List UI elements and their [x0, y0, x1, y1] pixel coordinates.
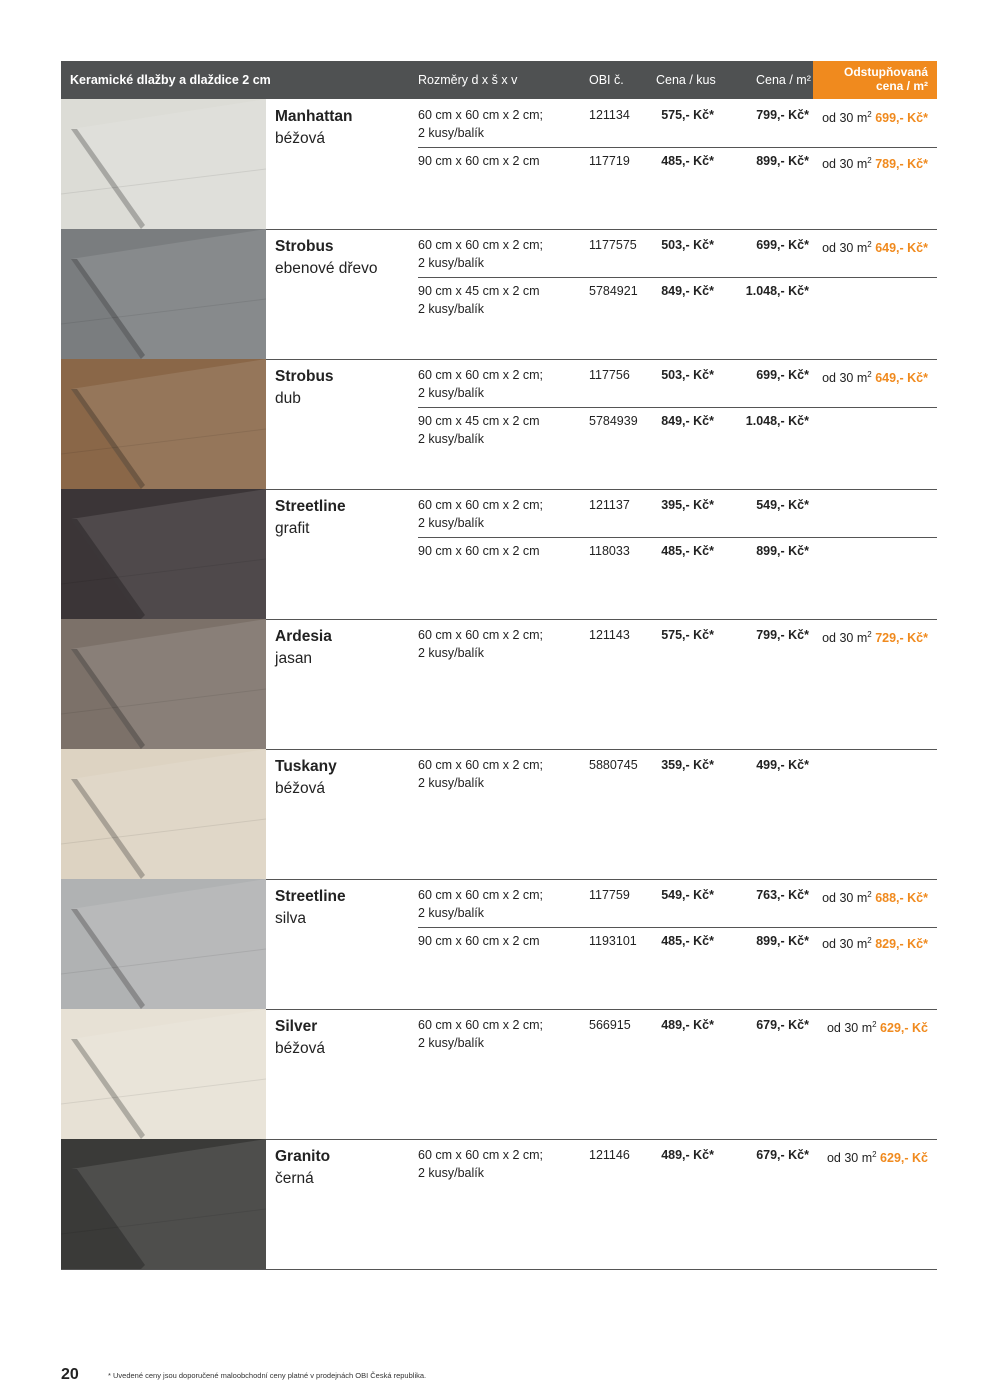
dims-size: 60 cm x 60 cm x 2 cm; [418, 628, 544, 642]
staggered-prefix: od 30 $m^2$ [822, 890, 872, 906]
obi-number: 121146 [589, 1148, 630, 1162]
staggered-price [822, 886, 928, 907]
staggered-value: 649,- Kč* [875, 241, 928, 256]
variant-row [418, 1016, 937, 1062]
product-title: Manhattan [275, 108, 353, 125]
variant-row [418, 626, 937, 672]
staggered-price [822, 626, 928, 647]
dims-size: 60 cm x 60 cm x 2 cm; [418, 888, 544, 902]
tile-image [61, 879, 266, 1009]
obi-number: 121134 [589, 108, 630, 122]
price-per-m2: 763,- Kč* [756, 888, 809, 902]
dims-pack: 2 kusy/balík [418, 1036, 485, 1050]
price-per-piece: 489,- Kč* [661, 1018, 714, 1032]
price-per-piece: 359,- Kč* [661, 758, 714, 772]
price-per-piece: 549,- Kč* [661, 888, 714, 902]
dims-pack: 2 kusy/balík [418, 646, 485, 660]
variant-row [418, 277, 937, 324]
tile-image [61, 359, 266, 489]
price-per-m2: 1.048,- Kč* [745, 284, 809, 298]
product-name [275, 886, 346, 930]
product-color: grafit [275, 520, 310, 537]
price-per-m2: 549,- Kč* [756, 498, 809, 512]
price-per-m2: 899,- Kč* [756, 544, 809, 558]
product-row [61, 359, 937, 490]
variant-row [418, 886, 937, 932]
variant-row [418, 537, 937, 584]
staggered-prefix: od 30 $m^2$ [822, 240, 872, 256]
product-row [61, 99, 937, 230]
dims-pack: 2 kusy/balík [418, 386, 485, 400]
dims-pack: 2 kusy/balík [418, 432, 485, 446]
price-per-piece: 849,- Kč* [661, 414, 714, 428]
section-title: Keramické dlažby a dlaždice 2 cm [70, 73, 271, 87]
staggered-prefix: od 30 $m^2$ [822, 156, 872, 172]
dims-size: 90 cm x 60 cm x 2 cm [418, 544, 540, 558]
obi-number: 1177575 [589, 238, 637, 252]
price-per-piece: 503,- Kč* [661, 368, 714, 382]
footnote: * Uvedené ceny jsou doporučené maloobchodní ceny platné v prodejnách OBI Česká republika. [108, 1371, 427, 1380]
staggered-value: 629,- Kč [880, 1021, 928, 1036]
product-color: béžová [275, 1040, 325, 1057]
price-per-m2: 679,- Kč* [756, 1018, 809, 1032]
col-header-staggered-price [813, 61, 937, 99]
dims-size: 90 cm x 45 cm x 2 cm [418, 414, 540, 428]
price-per-piece: 503,- Kč* [661, 238, 714, 252]
product-title: Streetline [275, 498, 346, 515]
variant-dimensions [418, 236, 543, 272]
dims-pack: 2 kusy/balík [418, 302, 485, 316]
variant-dimensions [418, 1016, 543, 1052]
col-header-price-m2: Cena / m² [756, 73, 811, 87]
tile-image [61, 229, 266, 359]
price-per-m2: 699,- Kč* [756, 238, 809, 252]
tile-image [61, 619, 266, 749]
product-row [61, 749, 937, 880]
price-per-m2: 899,- Kč* [756, 154, 809, 168]
obi-number: 1193101 [589, 934, 637, 948]
staggered-price [822, 236, 928, 257]
obi-number: 566915 [589, 1018, 631, 1032]
variant-dimensions [418, 106, 543, 142]
staggered-prefix: od 30 $m^2$ [822, 110, 872, 126]
table-header [61, 61, 937, 99]
dims-size: 90 cm x 60 cm x 2 cm [418, 934, 540, 948]
price-per-m2: 899,- Kč* [756, 934, 809, 948]
price-per-piece: 575,- Kč* [661, 108, 714, 122]
tile-image [61, 489, 266, 619]
variant-dimensions [418, 412, 540, 448]
product-color: béžová [275, 780, 325, 797]
dims-pack: 2 kusy/balík [418, 776, 485, 790]
obi-number: 5784921 [589, 284, 638, 298]
product-row [61, 229, 937, 360]
product-color: jasan [275, 650, 313, 667]
obi-number: 5784939 [589, 414, 638, 428]
dims-size: 60 cm x 60 cm x 2 cm; [418, 1148, 544, 1162]
price-per-m2: 699,- Kč* [756, 368, 809, 382]
price-per-piece: 575,- Kč* [661, 628, 714, 642]
staggered-price [822, 366, 928, 387]
variant-row [418, 496, 937, 542]
variant-dimensions [418, 542, 540, 560]
variant-row [418, 1146, 937, 1192]
product-name [275, 626, 332, 670]
product-color: béžová [275, 130, 325, 147]
product-name [275, 1146, 330, 1190]
staggered-value: 629,- Kč [880, 1151, 928, 1166]
product-row [61, 1009, 937, 1140]
dims-size: 60 cm x 60 cm x 2 cm; [418, 238, 544, 252]
price-per-piece: 485,- Kč* [661, 544, 714, 558]
dims-size: 90 cm x 45 cm x 2 cm [418, 284, 540, 298]
dims-pack: 2 kusy/balík [418, 1166, 485, 1180]
obi-number: 121143 [589, 628, 630, 642]
product-row [61, 879, 937, 1010]
product-row [61, 489, 937, 620]
variant-row [418, 106, 937, 152]
product-name [275, 496, 346, 540]
price-per-piece: 489,- Kč* [661, 1148, 714, 1162]
staggered-value: 829,- Kč* [875, 937, 928, 952]
product-title: Streetline [275, 888, 346, 905]
staggered-price [822, 932, 928, 953]
product-title: Granito [275, 1148, 331, 1165]
dims-pack: 2 kusy/balík [418, 906, 485, 920]
product-color: ebenové dřevo [275, 260, 378, 277]
staggered-line-1: Odstupňovaná [843, 65, 928, 79]
dims-pack: 2 kusy/balík [418, 256, 485, 270]
obi-number: 117719 [589, 154, 630, 168]
tile-image [61, 1009, 266, 1139]
staggered-price [827, 1016, 928, 1037]
product-color: silva [275, 910, 307, 927]
dims-size: 60 cm x 60 cm x 2 cm; [418, 1018, 544, 1032]
staggered-prefix: od 30 $m^2$ [822, 370, 872, 386]
product-color: dub [275, 390, 301, 407]
variant-dimensions [418, 626, 543, 662]
price-per-piece: 485,- Kč* [661, 934, 714, 948]
dims-size: 60 cm x 60 cm x 2 cm; [418, 368, 544, 382]
variant-dimensions [418, 932, 540, 950]
variant-dimensions [418, 886, 543, 922]
price-per-m2: 1.048,- Kč* [745, 414, 809, 428]
staggered-price [822, 106, 928, 127]
dims-pack: 2 kusy/balík [418, 126, 485, 140]
tile-image [61, 749, 266, 879]
staggered-value: 789,- Kč* [875, 157, 928, 172]
staggered-value: 729,- Kč* [875, 631, 928, 646]
dims-pack: 2 kusy/balík [418, 516, 485, 530]
variant-dimensions [418, 756, 543, 792]
product-row [61, 1139, 937, 1270]
page-number: 20 [61, 1366, 79, 1383]
staggered-value: 688,- Kč* [875, 891, 928, 906]
variant-dimensions [418, 496, 543, 532]
variant-dimensions [418, 1146, 543, 1182]
price-per-piece: 395,- Kč* [661, 498, 714, 512]
variant-row [418, 756, 937, 802]
staggered-prefix: od 30 $m^2$ [822, 630, 872, 646]
product-title: Silver [275, 1018, 318, 1035]
product-row [61, 619, 937, 750]
staggered-value: 699,- Kč* [875, 111, 928, 126]
tile-image [61, 99, 266, 229]
variant-row [418, 927, 937, 974]
col-header-obi: OBI č. [589, 73, 624, 87]
obi-number: 5880745 [589, 758, 638, 772]
col-header-price-piece: Cena / kus [656, 73, 716, 87]
staggered-line-2: cena / m² [875, 79, 928, 93]
product-color: černá [275, 1170, 314, 1187]
product-name [275, 756, 337, 800]
variant-dimensions [418, 282, 540, 318]
product-name [275, 106, 353, 150]
obi-number: 117756 [589, 368, 630, 382]
price-per-piece: 849,- Kč* [661, 284, 714, 298]
product-title: Ardesia [275, 628, 332, 645]
tile-image [61, 1139, 266, 1269]
price-per-m2: 799,- Kč* [756, 108, 809, 122]
dims-size: 60 cm x 60 cm x 2 cm; [418, 498, 544, 512]
staggered-prefix: od 30 $m^2$ [826, 1150, 877, 1166]
variant-row [418, 366, 937, 412]
col-header-dimensions: Rozměry d x š x v [418, 73, 518, 87]
product-title: Tuskany [275, 758, 337, 775]
product-title: Strobus [275, 368, 334, 385]
price-per-m2: 499,- Kč* [756, 758, 809, 772]
obi-number: 121137 [589, 498, 630, 512]
product-name [275, 1016, 325, 1060]
variant-row [418, 147, 937, 194]
price-per-piece: 485,- Kč* [661, 154, 714, 168]
staggered-prefix: od 30 $m^2$ [826, 1020, 877, 1036]
product-name [275, 236, 378, 280]
price-per-m2: 679,- Kč* [756, 1148, 809, 1162]
dims-size: 60 cm x 60 cm x 2 cm; [418, 758, 544, 772]
variant-dimensions [418, 152, 540, 170]
price-per-m2: 799,- Kč* [756, 628, 809, 642]
dims-size: 90 cm x 60 cm x 2 cm [418, 154, 540, 168]
product-title: Strobus [275, 238, 334, 255]
variant-row [418, 407, 937, 454]
dims-size: 60 cm x 60 cm x 2 cm; [418, 108, 544, 122]
staggered-price [822, 152, 928, 173]
staggered-price [827, 1146, 928, 1167]
staggered-value: 649,- Kč* [875, 371, 928, 386]
variant-dimensions [418, 366, 543, 402]
staggered-prefix: od 30 $m^2$ [822, 936, 872, 952]
obi-number: 117759 [589, 888, 630, 902]
obi-number: 118033 [589, 544, 630, 558]
variant-row [418, 236, 937, 282]
product-name [275, 366, 334, 410]
